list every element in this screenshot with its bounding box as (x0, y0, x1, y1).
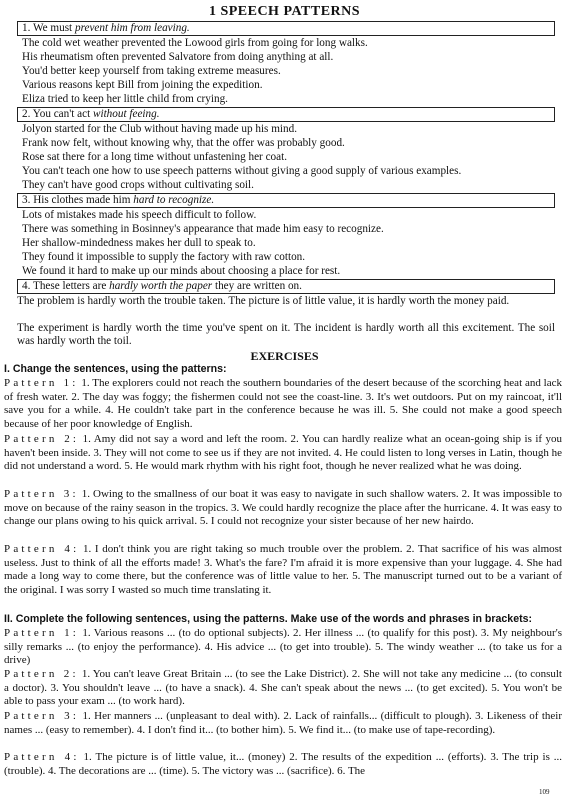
exercise-2-title: II. Complete the following sentences, using the patterns. Make use of the words and phrases in brackets: (4, 613, 533, 625)
exercise-item: Pattern 3: 1. Her manners ... (unpleasant to deal with). 2. Lack of rainfalls... (difficult to plough). 3. Likeness of their names ... (easy to remember). 4. I don't find it... (to bother him). 5. We find it... (to make use of tape-recording). (4, 710, 562, 736)
pattern-3-example: They found it impossible to supply the factory with raw cotton. (22, 251, 306, 263)
pattern-label: Pattern 1: (4, 627, 80, 639)
page-title: 1 SPEECH PATTERNS (208, 4, 361, 19)
pattern-label: Pattern 4: (4, 543, 80, 555)
pattern-2-heading: 2. You can't act without feeing. (22, 108, 160, 120)
pattern-label: Pattern 4: (4, 751, 80, 763)
pattern-label: Pattern 1: (4, 377, 79, 389)
pattern-2-example: Jolyon started for the Club without having made up his mind. (22, 123, 297, 135)
exercise-item: Pattern 2: 1. Amy did not say a word and left the room. 2. You can hardly realize what an ocean-going ship is if you haven't been inside. 3. They will not come to see us if they are not invited. 4. He could listen to long verses in Latin, though he did not understand a word. 5. He would mark rhythm with his right foot, though he never realized what he was doing. (4, 433, 562, 473)
pattern-4-paragraph: The problem is hardly worth the trouble taken. The picture is of little value, it is hardly worth the money paid. (17, 295, 510, 307)
pattern-3-example: Lots of mistakes made his speech difficult to follow. (22, 209, 257, 221)
pattern-3-heading: 3. His clothes made him hard to recognize. (22, 194, 215, 206)
pattern-3-example: Her shallow-mindedness makes her dull to speak to. (22, 237, 256, 249)
pattern-3-example: We found it hard to make up our minds about choosing a place for rest. (22, 265, 341, 277)
pattern-label: Pattern 3: (4, 710, 80, 722)
exercise-item: Pattern 2: 1. You can't leave Great Britain ... (to see the Lake District). 2. She will not take any medicine ... (to consult a doctor). 3. You shouldn't leave ... (to have a snack). 4. She can't speak about the news ... (to get excited). 5. You won't be able to pass your exam ... (to work hard). (4, 668, 562, 708)
pattern-4-paragraph: The experiment is hardly worth the time you've spent on it. The incident is hardly worth all this excitement. The soil was hardly worth the toil. (17, 322, 555, 347)
exercise-1-title: I. Change the sentences, using the patterns: (4, 363, 227, 375)
exercise-item: Pattern 4: 1. I don't think you are right taking so much trouble over the problem. 2. That sacrifice of his was almost useless. Just to think of all the efforts made! 3. What's the fare? I'm afraid it is more expensive than your luggage. 4. She had made a long way to come there, but the conference was of little value to her. 5. The manuscript turned out to be a variant of the original. I was sorry I wasted so much time translating it. (4, 543, 562, 597)
pattern-label: Pattern 2: (4, 668, 79, 680)
exercise-item: Pattern 1: 1. The explorers could not reach the southern boundaries of the desert because of the scorching heat and lack of fresh water. 2. The day was foggy; the fishermen could not see the coast-line. 3. It's wet outdoors. Put on my raincoat, it'll save you for a while. 4. He couldn't take part in the conference because he was ill. 5. She could not make a good speech because of her poor knowledge of English. (4, 377, 562, 431)
pattern-3-example: There was something in Bosinney's appearance that made him easy to recognize. (22, 223, 384, 235)
exercise-item: Pattern 4: 1. The picture is of little value, it... (money) 2. The results of the expedition ... (efforts). 3. The trip is ... (trouble). 4. The decorations are ... (time). 5. The victory was ... (sacrifice). 6. The (4, 751, 563, 777)
pattern-1-example: Various reasons kept Bill from joining the expedition. (22, 79, 263, 91)
exercises-heading: EXERCISES (250, 349, 319, 363)
pattern-1-example: His rheumatism often prevented Salvatore from doing anything at all. (22, 51, 334, 63)
pattern-label: Pattern 2: (4, 433, 80, 445)
pattern-2-example: They can't have good crops without cultivating soil. (22, 179, 254, 191)
exercise-item: Pattern 1: 1. Various reasons ... (to do optional subjects). 2. Her illness ... (to qualify for this post). 3. My neighbour's silly remarks ... (to enjoy the performance). 4. His advice ... (to get into trouble). 5. The windy weather ... (to take us for a drive) (4, 627, 562, 667)
pattern-1-example: Eliza tried to keep her little child from crying. (22, 93, 228, 105)
pattern-1-example: You'd better keep yourself from taking extreme measures. (22, 65, 281, 77)
pattern-2-example: Rose sat there for a long time without unfastening her coat. (22, 151, 288, 163)
pattern-2-example: You can't teach one how to use speech patterns without giving a good supply of various examples. (22, 165, 462, 177)
pattern-2-example: Frank now felt, without knowing why, that the offer was probably good. (22, 137, 345, 149)
pattern-label: Pattern 3: (4, 488, 79, 500)
pattern-1-heading: 1. We must prevent him from leaving. (22, 22, 190, 34)
pattern-4-heading: 4. These letters are hardly worth the paper they are written on. (22, 280, 302, 292)
page-number: 109 (539, 788, 550, 796)
pattern-1-example: The cold wet weather prevented the Lowood girls from going for long walks. (22, 37, 368, 49)
exercise-item: Pattern 3: 1. Owing to the smallness of our boat it was easy to navigate in such shallow waters. 2. It was impossible to move on because of the rainy season in the tropics. 3. We could hardly recognize the place after the hurricane. 4. It was easy to change our plans owing to his quick arrival. 5. I could not recognize your sister because of her new hairdo. (4, 488, 562, 528)
